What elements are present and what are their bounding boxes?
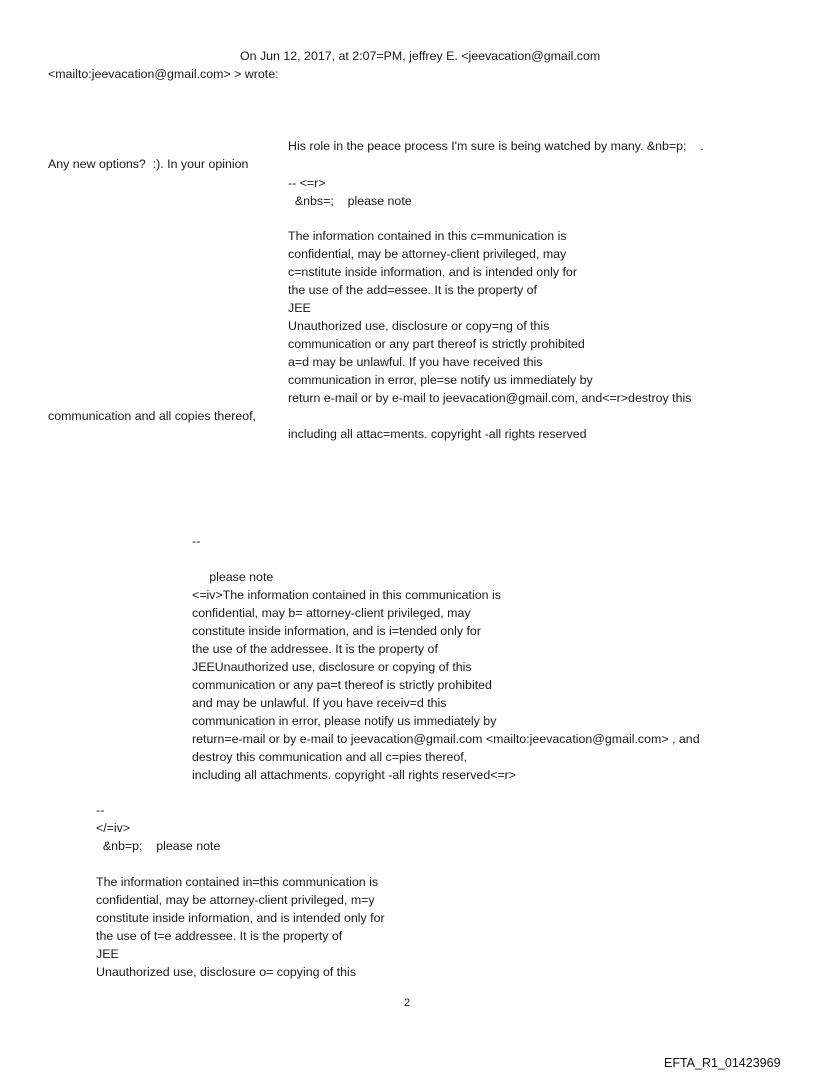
- signature-dashes: --: [192, 534, 201, 548]
- disclaimer-line: confidential, may b= attorney-client privileged, may: [192, 606, 471, 620]
- reply-header-line-1: On Jun 12, 2017, at 2:07=PM, jeffrey E. <jeevacation@gmail.com: [240, 49, 601, 63]
- disclaimer-line: including all attac=ments. copyright -all rights reserved: [288, 427, 587, 441]
- disclaimer-line: the use of t=e addressee. It is the property of: [96, 929, 343, 943]
- reply-header-line-2: <mailto:jeevacation@gmail.com> > wrote:: [48, 67, 279, 81]
- disclaimer-line: confidential, may be attorney-client privileged, may: [288, 247, 567, 261]
- message-question-line: Any new options? :). In your opinion: [48, 157, 249, 171]
- signature-note: &nbs=; please note: [288, 194, 412, 208]
- page-number: 2: [404, 997, 411, 1009]
- closing-div-tag: </=iv>: [96, 821, 131, 835]
- disclaimer-line: JEE: [96, 947, 119, 961]
- document-id: EFTA_R1_01423969: [664, 1056, 781, 1070]
- disclaimer-line: The information contained in=this communication is: [96, 875, 379, 889]
- disclaimer-line: confidential, may be attorney-client privileged, m=y: [96, 893, 375, 907]
- signature-dashes: -- <=r>: [288, 176, 326, 190]
- disclaimer-line: destroy this communication and all c=pies thereof,: [192, 750, 468, 764]
- disclaimer-line: Unauthorized use, disclosure or copy=ng of this: [288, 319, 550, 333]
- disclaimer-line: a=d may be unlawful. If you have received this: [288, 355, 543, 369]
- disclaimer-line: constitute inside information, and is intended only for: [96, 911, 385, 925]
- signature-note: &nb=p; please note: [96, 839, 221, 853]
- disclaimer-overflow-line: communication and all copies thereof,: [48, 409, 257, 423]
- disclaimer-line: c=nstitute inside information, and is intended only for: [288, 265, 577, 279]
- disclaimer-line: the use of the addressee. It is the property of: [192, 642, 438, 656]
- disclaimer-line: communication or any part thereof is strictly prohibited: [288, 337, 585, 351]
- message-body-line: His role in the peace process I'm sure is being watched by many. &nb=p; .: [288, 139, 704, 153]
- disclaimer-line: the use of the add=essee. It is the property of: [288, 283, 538, 297]
- disclaimer-line: return=e-mail or by e-mail to jeevacation@gmail.com <mailto:jeevacation@gmail.com> , and: [192, 732, 700, 746]
- disclaimer-line: The information contained in this c=mmunication is: [288, 229, 567, 243]
- disclaimer-line: <=iv>The information contained in this communication is: [192, 588, 501, 602]
- disclaimer-line: communication in error, please notify us immediately by: [192, 714, 497, 728]
- disclaimer-line: including all attachments. copyright -all rights reserved<=r>: [192, 768, 517, 782]
- disclaimer-line: return e-mail or by e-mail to jeevacation@gmail.com, and<=r>destroy this: [288, 391, 692, 405]
- disclaimer-line: constitute inside information, and is i=tended only for: [192, 624, 481, 638]
- disclaimer-line: Unauthorized use, disclosure o= copying of this: [96, 965, 357, 979]
- disclaimer-line: communication or any pa=t thereof is strictly prohibited: [192, 678, 492, 692]
- disclaimer-line: and may be unlawful. If you have receiv=d this: [192, 696, 447, 710]
- signature-dashes: --: [96, 803, 105, 817]
- disclaimer-line: communication in error, ple=se notify us immediately by: [288, 373, 593, 387]
- disclaimer-line: JEEUnauthorized use, disclosure or copying of this: [192, 660, 472, 674]
- signature-note: please note: [192, 570, 274, 584]
- disclaimer-line: JEE: [288, 301, 311, 315]
